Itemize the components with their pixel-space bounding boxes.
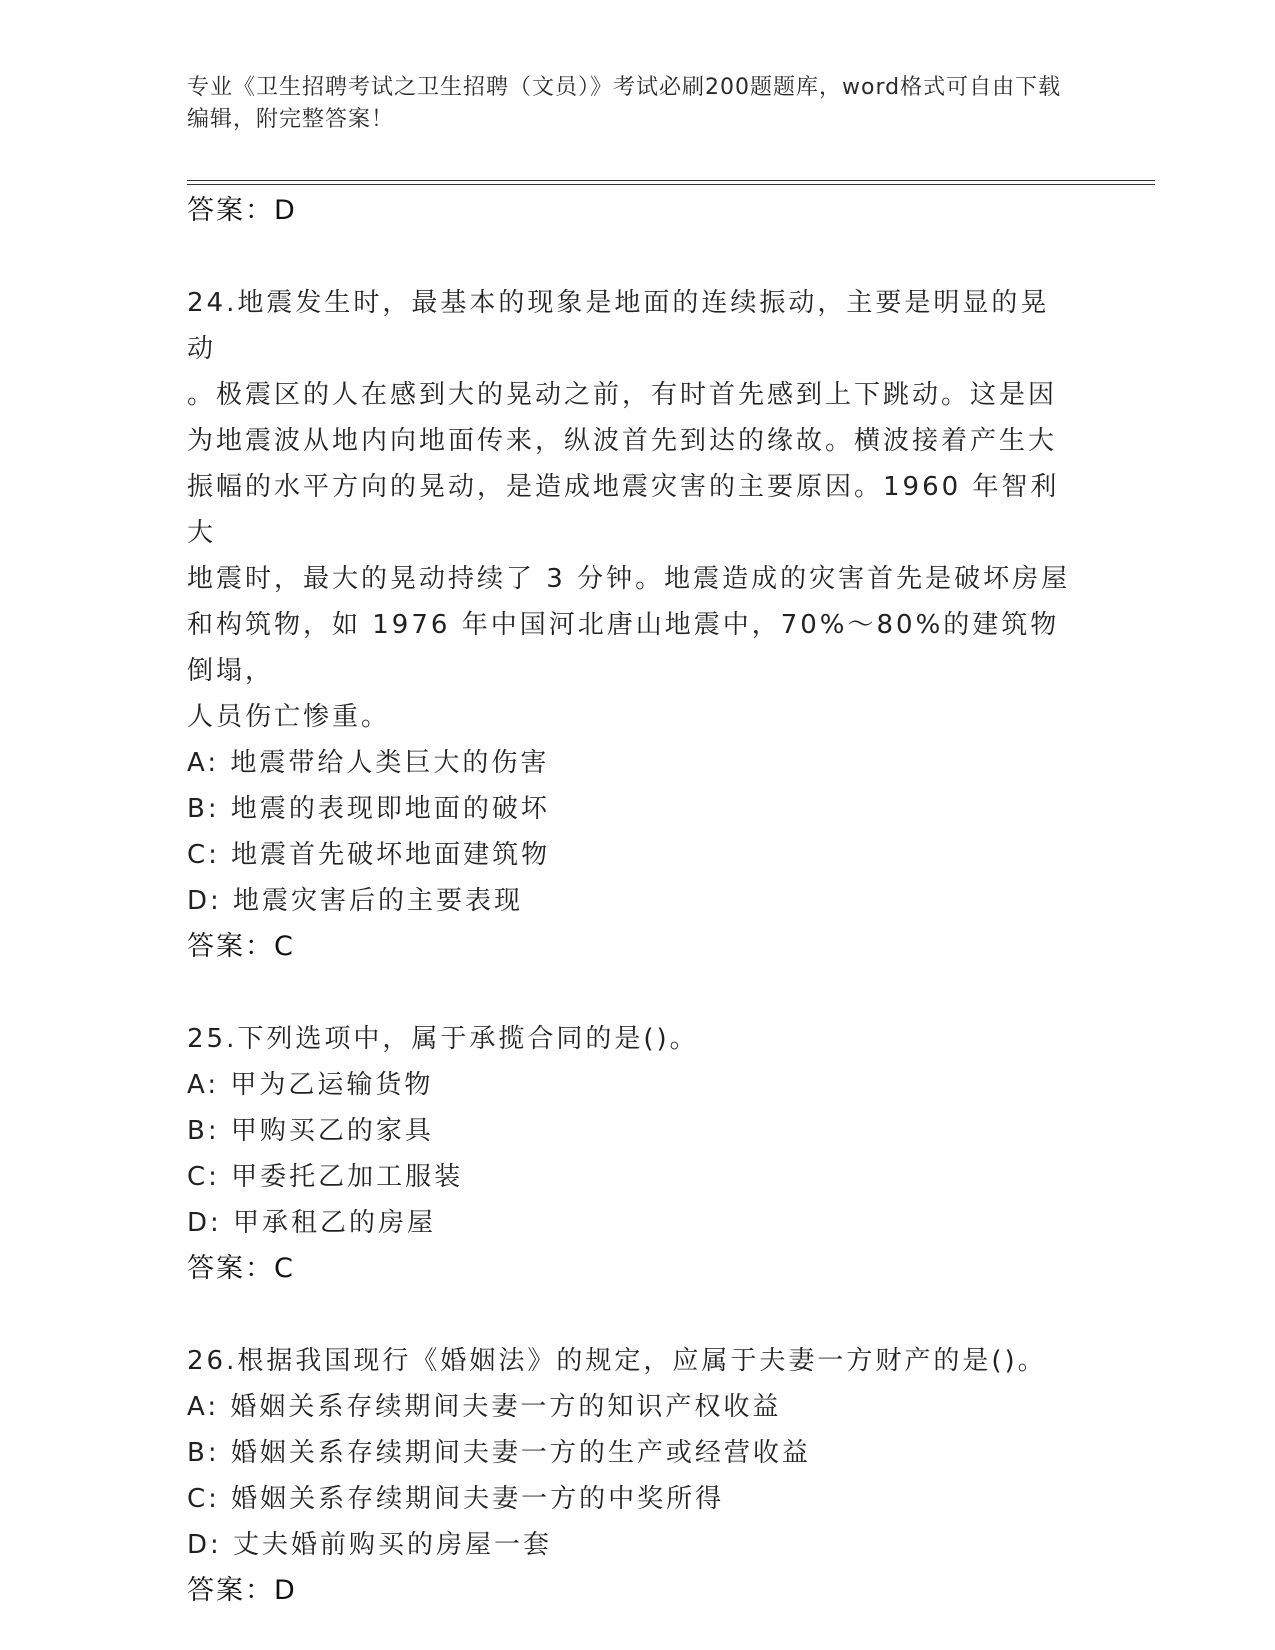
spacer	[187, 970, 1077, 1016]
question-stem-line: 振幅的水平方向的晃动，是造成地震灾害的主要原因。1960 年智利大	[187, 472, 1060, 548]
answer: 答案：C	[187, 931, 295, 962]
option-d: D: 丈夫婚前购买的房屋一套	[187, 1530, 553, 1560]
question-25	[187, 1016, 1077, 1292]
option-c: C: 地震首先破坏地面建筑物	[187, 840, 551, 870]
header-rule-top	[187, 180, 1155, 181]
question-stem-line: 24.地震发生时，最基本的现象是地面的连续振动，主要是明显的晃动	[187, 288, 1050, 364]
option-d: D: 甲承租乙的房屋	[187, 1208, 437, 1238]
question-stem-line: 为地震波从地内向地面传来，纵波首先到达的缘故。横波接着产生大	[187, 426, 1058, 456]
question-stem-line: 。极震区的人在感到大的晃动之前，有时首先感到上下跳动。这是因	[187, 380, 1058, 410]
option-a: A: 婚姻关系存续期间夫妻一方的知识产权收益	[187, 1392, 782, 1422]
option-c: C: 甲委托乙加工服装	[187, 1162, 464, 1192]
question-stem-line: 地震时，最大的晃动持续了 3 分钟。地震造成的灾害首先是破坏房屋	[187, 564, 1071, 594]
question-stem-line: 人员伤亡惨重。	[187, 702, 391, 732]
answer: 答案：D	[187, 1575, 297, 1606]
option-b: B: 甲购买乙的家具	[187, 1116, 434, 1146]
previous-answer: 答案：D	[187, 195, 297, 226]
question-stem-line: 25.下列选项中，属于承揽合同的是()。	[187, 1024, 699, 1054]
option-a: A: 甲为乙运输货物	[187, 1070, 434, 1100]
option-c: C: 婚姻关系存续期间夫妻一方的中奖所得	[187, 1484, 725, 1514]
option-b: B: 地震的表现即地面的破坏	[187, 794, 550, 824]
header-rule-bottom	[187, 184, 1155, 185]
question-stem-line: 和构筑物，如 1976 年中国河北唐山地震中，70%～80%的建筑物倒塌，	[187, 610, 1060, 686]
option-b: B: 婚姻关系存续期间夫妻一方的生产或经营收益	[187, 1438, 811, 1468]
option-d: D: 地震灾害后的主要表现	[187, 886, 524, 916]
answer: 答案：C	[187, 1253, 295, 1284]
page-header: 专业《卫生招聘考试之卫生招聘（文员）》考试必刷200题题库，word格式可自由下载编辑，附完整答案！	[187, 75, 1062, 132]
option-a: A: 地震带给人类巨大的伤害	[187, 748, 550, 778]
question-24	[187, 280, 1077, 970]
spacer	[187, 1292, 1077, 1338]
question-content	[187, 188, 1077, 1614]
question-stem-line: 26.根据我国现行《婚姻法》的规定，应属于夫妻一方财产的是()。	[187, 1346, 1047, 1376]
question-26	[187, 1338, 1077, 1614]
spacer	[187, 234, 1077, 280]
